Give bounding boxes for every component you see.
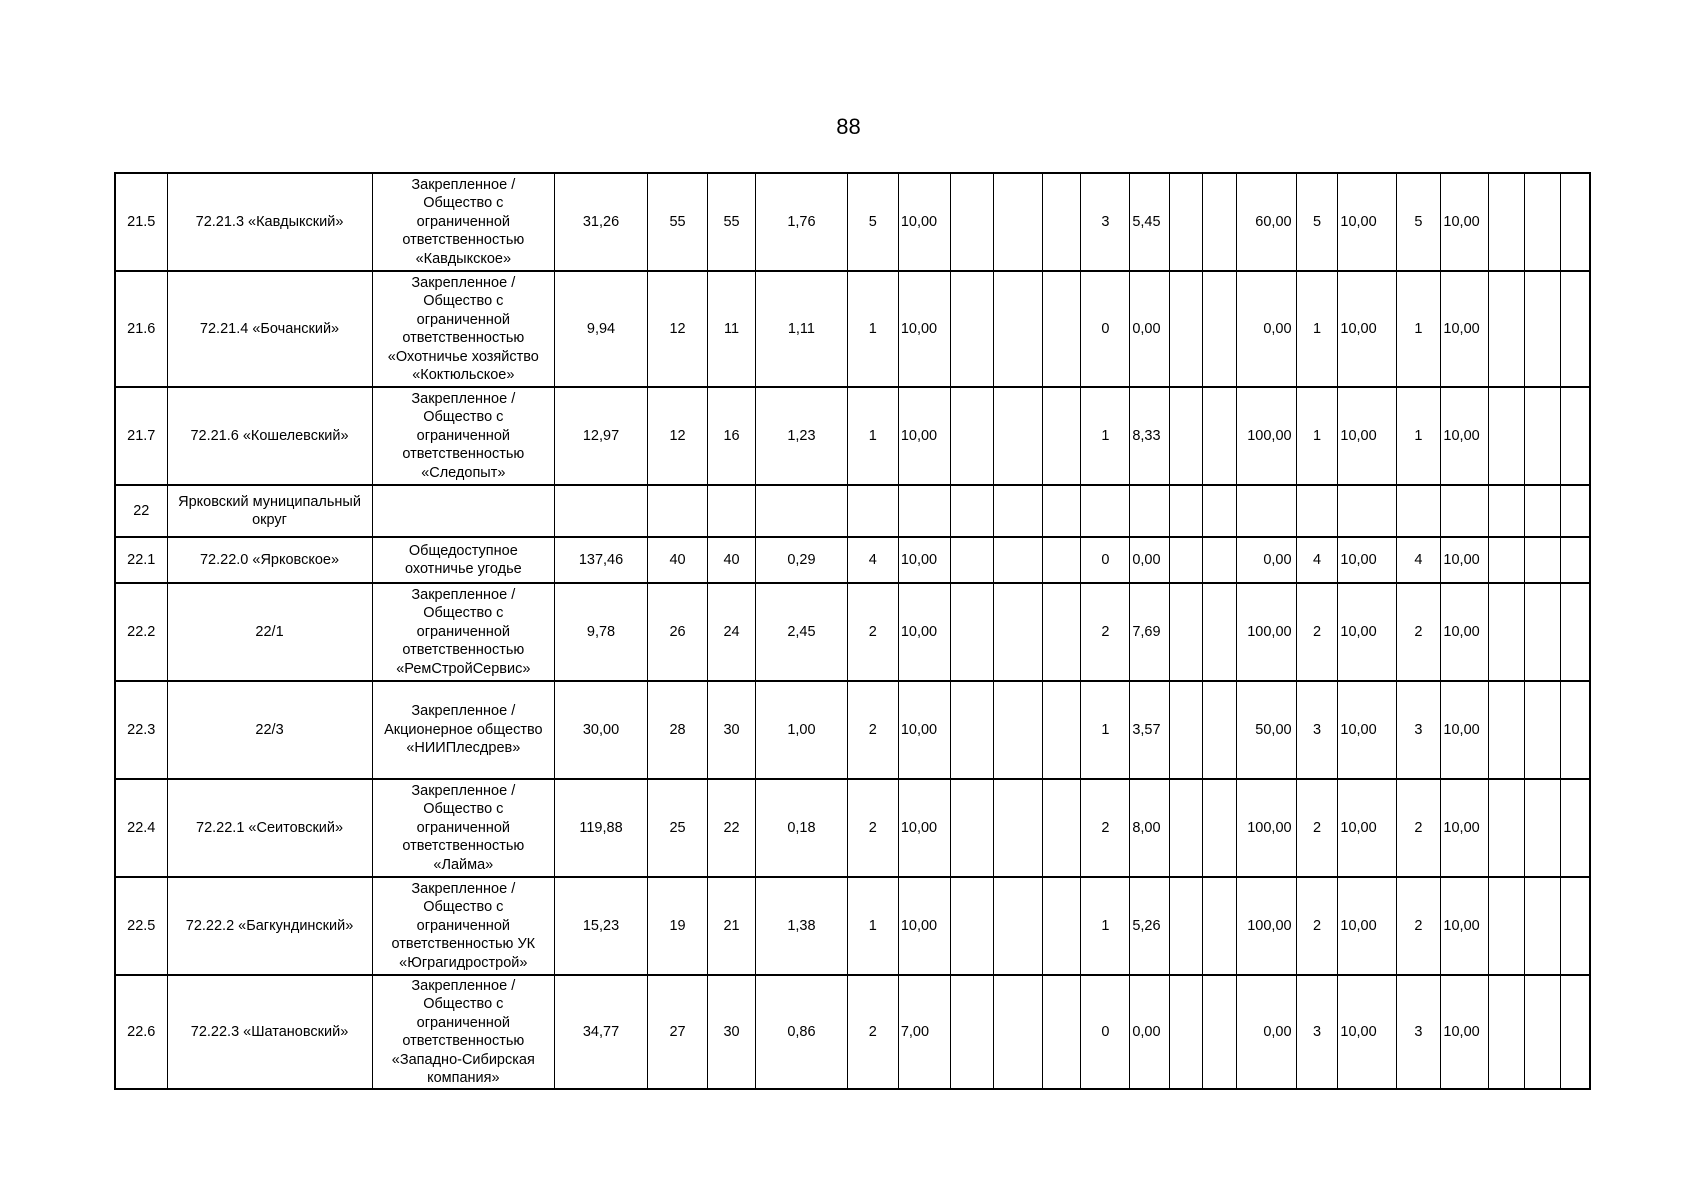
cell-col-22 bbox=[1489, 537, 1525, 583]
table-row bbox=[115, 173, 1590, 271]
cell-col-22 bbox=[1489, 173, 1525, 271]
cell-col-15 bbox=[1170, 877, 1203, 975]
cell-harvest-percent: 0,00 bbox=[1130, 271, 1170, 387]
cell-harvest-percent: 0,00 bbox=[1130, 537, 1170, 583]
cell-quota-next-count bbox=[1296, 485, 1338, 537]
cell-area: 9,94 bbox=[555, 271, 648, 387]
cell-quota-percent: 10,00 bbox=[898, 779, 950, 877]
cell-harvest-count: 0 bbox=[1081, 537, 1130, 583]
cell-col-15 bbox=[1170, 583, 1203, 681]
table-row bbox=[115, 779, 1590, 877]
cell-harvest-count: 0 bbox=[1081, 271, 1130, 387]
cell-count-a: 26 bbox=[647, 583, 707, 681]
cell-col-23 bbox=[1525, 681, 1561, 779]
cell-col-23 bbox=[1525, 975, 1561, 1089]
table-row bbox=[115, 387, 1590, 485]
cell-limit-count: 2 bbox=[1396, 779, 1441, 877]
cell-harvest-count: 1 bbox=[1081, 681, 1130, 779]
cell-row-number: 21.6 bbox=[115, 271, 167, 387]
cell-count-a: 12 bbox=[647, 387, 707, 485]
cell-col-15 bbox=[1170, 271, 1203, 387]
cell-quota-next-count: 2 bbox=[1296, 877, 1338, 975]
cell-harvest-count: 3 bbox=[1081, 173, 1130, 271]
table-row bbox=[115, 681, 1590, 779]
cell-col-10 bbox=[950, 387, 993, 485]
cell-col-12 bbox=[1042, 271, 1081, 387]
cell-row-number: 22.5 bbox=[115, 877, 167, 975]
cell-limit-percent: 10,00 bbox=[1441, 877, 1489, 975]
cell-ground-code: 22/1 bbox=[167, 583, 372, 681]
cell-col-11 bbox=[993, 271, 1042, 387]
table-row bbox=[115, 485, 1590, 537]
cell-col-10 bbox=[950, 485, 993, 537]
cell-harvest-count: 1 bbox=[1081, 877, 1130, 975]
cell-ground-code: 72.22.1 «Сеитовский» bbox=[167, 779, 372, 877]
cell-ground-code: 72.21.4 «Бочанский» bbox=[167, 271, 372, 387]
cell-area: 119,88 bbox=[555, 779, 648, 877]
cell-col-10 bbox=[950, 583, 993, 681]
cell-col-24 bbox=[1560, 173, 1590, 271]
cell-col-24 bbox=[1560, 975, 1590, 1089]
cell-quota-next-count: 4 bbox=[1296, 537, 1338, 583]
cell-limit-count: 2 bbox=[1396, 877, 1441, 975]
cell-col-22 bbox=[1489, 779, 1525, 877]
cell-col-15 bbox=[1170, 537, 1203, 583]
cell-ground-type-owner: Закрепленное / Общество с ограниченной ответственностью «Лайма» bbox=[372, 779, 555, 877]
cell-col-12 bbox=[1042, 975, 1081, 1089]
cell-col-15 bbox=[1170, 173, 1203, 271]
cell-col-11 bbox=[993, 583, 1042, 681]
cell-count-b: 22 bbox=[708, 779, 756, 877]
cell-col-10 bbox=[950, 173, 993, 271]
cell-col-23 bbox=[1525, 537, 1561, 583]
cell-count-a: 27 bbox=[647, 975, 707, 1089]
cell-col-11 bbox=[993, 975, 1042, 1089]
cell-ground-code: 72.22.0 «Ярковское» bbox=[167, 537, 372, 583]
cell-quota-count: 1 bbox=[847, 877, 898, 975]
cell-harvest-count bbox=[1081, 485, 1130, 537]
cell-ground-code: 72.21.3 «Кавдыкский» bbox=[167, 173, 372, 271]
cell-count-a: 28 bbox=[647, 681, 707, 779]
cell-harvest-percent: 8,33 bbox=[1130, 387, 1170, 485]
cell-harvest-percent: 3,57 bbox=[1130, 681, 1170, 779]
cell-col-24 bbox=[1560, 583, 1590, 681]
cell-quota-next-percent: 10,00 bbox=[1338, 877, 1396, 975]
cell-quota-next-percent bbox=[1338, 485, 1396, 537]
cell-density: 0,86 bbox=[756, 975, 848, 1089]
cell-count-a: 12 bbox=[647, 271, 707, 387]
cell-ground-code: 22/3 bbox=[167, 681, 372, 779]
cell-col-11 bbox=[993, 877, 1042, 975]
cell-col-15 bbox=[1170, 387, 1203, 485]
cell-col-10 bbox=[950, 877, 993, 975]
cell-quota-percent: 10,00 bbox=[898, 271, 950, 387]
cell-col-16 bbox=[1202, 537, 1237, 583]
cell-limit-count: 3 bbox=[1396, 681, 1441, 779]
cell-col-11 bbox=[993, 387, 1042, 485]
cell-count-b: 24 bbox=[708, 583, 756, 681]
page-number: 88 bbox=[836, 114, 861, 139]
hunting-grounds-table bbox=[114, 172, 1591, 1090]
cell-col-15 bbox=[1170, 779, 1203, 877]
table-row bbox=[115, 877, 1590, 975]
cell-harvest-count: 1 bbox=[1081, 387, 1130, 485]
cell-ground-code: 72.22.3 «Шатановский» bbox=[167, 975, 372, 1089]
cell-count-b: 30 bbox=[708, 975, 756, 1089]
cell-density: 2,45 bbox=[756, 583, 848, 681]
cell-col-10 bbox=[950, 975, 993, 1089]
cell-limit-percent: 10,00 bbox=[1441, 779, 1489, 877]
cell-use-percent: 100,00 bbox=[1237, 583, 1296, 681]
cell-quota-count: 2 bbox=[847, 779, 898, 877]
cell-col-22 bbox=[1489, 583, 1525, 681]
cell-harvest-percent: 8,00 bbox=[1130, 779, 1170, 877]
cell-col-15 bbox=[1170, 975, 1203, 1089]
cell-harvest-count: 2 bbox=[1081, 779, 1130, 877]
cell-col-16 bbox=[1202, 173, 1237, 271]
cell-harvest-count: 2 bbox=[1081, 583, 1130, 681]
cell-quota-next-count: 2 bbox=[1296, 583, 1338, 681]
cell-col-22 bbox=[1489, 681, 1525, 779]
cell-use-percent: 0,00 bbox=[1237, 537, 1296, 583]
cell-count-b: 11 bbox=[708, 271, 756, 387]
cell-ground-code: 72.22.2 «Багкундинский» bbox=[167, 877, 372, 975]
cell-density: 1,23 bbox=[756, 387, 848, 485]
cell-count-a bbox=[647, 485, 707, 537]
cell-limit-count: 3 bbox=[1396, 975, 1441, 1089]
cell-col-23 bbox=[1525, 877, 1561, 975]
cell-col-12 bbox=[1042, 485, 1081, 537]
cell-use-percent: 50,00 bbox=[1237, 681, 1296, 779]
cell-area: 31,26 bbox=[555, 173, 648, 271]
cell-ground-type-owner: Закрепленное / Общество с ограниченной ответственностью «Охотничье хозяйство «Коктюльское» bbox=[372, 271, 555, 387]
cell-col-16 bbox=[1202, 387, 1237, 485]
cell-harvest-percent bbox=[1130, 485, 1170, 537]
cell-harvest-percent: 5,45 bbox=[1130, 173, 1170, 271]
cell-use-percent: 100,00 bbox=[1237, 387, 1296, 485]
cell-quota-count: 5 bbox=[847, 173, 898, 271]
cell-row-number: 21.7 bbox=[115, 387, 167, 485]
cell-quota-count: 2 bbox=[847, 681, 898, 779]
cell-quota-next-count: 1 bbox=[1296, 387, 1338, 485]
cell-ground-code: Ярковский муниципальный округ bbox=[167, 485, 372, 537]
cell-limit-percent: 10,00 bbox=[1441, 975, 1489, 1089]
cell-col-22 bbox=[1489, 271, 1525, 387]
cell-quota-count: 1 bbox=[847, 271, 898, 387]
cell-density: 0,29 bbox=[756, 537, 848, 583]
cell-col-23 bbox=[1525, 485, 1561, 537]
cell-col-12 bbox=[1042, 537, 1081, 583]
table-row bbox=[115, 537, 1590, 583]
cell-col-23 bbox=[1525, 271, 1561, 387]
cell-col-16 bbox=[1202, 583, 1237, 681]
cell-quota-next-percent: 10,00 bbox=[1338, 779, 1396, 877]
cell-limit-percent bbox=[1441, 485, 1489, 537]
cell-ground-type-owner: Общедоступное охотничье угодье bbox=[372, 537, 555, 583]
cell-limit-percent: 10,00 bbox=[1441, 271, 1489, 387]
cell-col-11 bbox=[993, 681, 1042, 779]
cell-col-12 bbox=[1042, 779, 1081, 877]
cell-quota-next-count: 5 bbox=[1296, 173, 1338, 271]
cell-area: 12,97 bbox=[555, 387, 648, 485]
cell-col-24 bbox=[1560, 877, 1590, 975]
cell-ground-code: 72.21.6 «Кошелевский» bbox=[167, 387, 372, 485]
cell-col-16 bbox=[1202, 681, 1237, 779]
cell-quota-next-percent: 10,00 bbox=[1338, 537, 1396, 583]
cell-col-16 bbox=[1202, 485, 1237, 537]
cell-col-11 bbox=[993, 537, 1042, 583]
cell-density: 1,11 bbox=[756, 271, 848, 387]
cell-col-24 bbox=[1560, 537, 1590, 583]
cell-limit-count bbox=[1396, 485, 1441, 537]
cell-quota-next-count: 3 bbox=[1296, 681, 1338, 779]
cell-quota-percent: 10,00 bbox=[898, 173, 950, 271]
cell-col-23 bbox=[1525, 779, 1561, 877]
cell-limit-percent: 10,00 bbox=[1441, 387, 1489, 485]
cell-quota-count: 2 bbox=[847, 583, 898, 681]
cell-limit-percent: 10,00 bbox=[1441, 681, 1489, 779]
cell-col-15 bbox=[1170, 485, 1203, 537]
cell-col-23 bbox=[1525, 583, 1561, 681]
cell-col-16 bbox=[1202, 271, 1237, 387]
cell-density: 1,38 bbox=[756, 877, 848, 975]
cell-col-24 bbox=[1560, 271, 1590, 387]
cell-ground-type-owner: Закрепленное / Общество с ограниченной ответственностью УК «Юграгидрострой» bbox=[372, 877, 555, 975]
cell-col-11 bbox=[993, 779, 1042, 877]
cell-use-percent bbox=[1237, 485, 1296, 537]
cell-quota-next-percent: 10,00 bbox=[1338, 387, 1396, 485]
cell-col-15 bbox=[1170, 681, 1203, 779]
cell-limit-count: 2 bbox=[1396, 583, 1441, 681]
cell-limit-count: 1 bbox=[1396, 387, 1441, 485]
cell-quota-next-percent: 10,00 bbox=[1338, 271, 1396, 387]
cell-quota-count: 4 bbox=[847, 537, 898, 583]
cell-col-22 bbox=[1489, 387, 1525, 485]
cell-limit-percent: 10,00 bbox=[1441, 173, 1489, 271]
cell-row-number: 22 bbox=[115, 485, 167, 537]
cell-row-number: 21.5 bbox=[115, 173, 167, 271]
cell-quota-percent: 10,00 bbox=[898, 537, 950, 583]
cell-row-number: 22.2 bbox=[115, 583, 167, 681]
cell-density: 1,00 bbox=[756, 681, 848, 779]
cell-harvest-percent: 5,26 bbox=[1130, 877, 1170, 975]
cell-row-number: 22.1 bbox=[115, 537, 167, 583]
cell-harvest-percent: 0,00 bbox=[1130, 975, 1170, 1089]
cell-limit-count: 1 bbox=[1396, 271, 1441, 387]
cell-area: 9,78 bbox=[555, 583, 648, 681]
cell-col-12 bbox=[1042, 173, 1081, 271]
cell-quota-count bbox=[847, 485, 898, 537]
cell-quota-next-count: 3 bbox=[1296, 975, 1338, 1089]
cell-quota-percent bbox=[898, 485, 950, 537]
cell-col-24 bbox=[1560, 485, 1590, 537]
cell-use-percent: 100,00 bbox=[1237, 877, 1296, 975]
cell-quota-next-count: 1 bbox=[1296, 271, 1338, 387]
cell-ground-type-owner: Закрепленное / Общество с ограниченной ответственностью «Следопыт» bbox=[372, 387, 555, 485]
cell-count-b: 21 bbox=[708, 877, 756, 975]
cell-use-percent: 100,00 bbox=[1237, 779, 1296, 877]
cell-ground-type-owner: Закрепленное / Общество с ограниченной ответственностью «Кавдыкское» bbox=[372, 173, 555, 271]
cell-quota-next-percent: 10,00 bbox=[1338, 681, 1396, 779]
cell-density: 1,76 bbox=[756, 173, 848, 271]
cell-quota-percent: 10,00 bbox=[898, 877, 950, 975]
cell-ground-type-owner bbox=[372, 485, 555, 537]
cell-col-16 bbox=[1202, 779, 1237, 877]
cell-quota-next-percent: 10,00 bbox=[1338, 975, 1396, 1089]
cell-area: 30,00 bbox=[555, 681, 648, 779]
cell-count-b: 16 bbox=[708, 387, 756, 485]
cell-col-12 bbox=[1042, 877, 1081, 975]
cell-area bbox=[555, 485, 648, 537]
table-row bbox=[115, 975, 1590, 1089]
cell-col-22 bbox=[1489, 975, 1525, 1089]
cell-ground-type-owner: Закрепленное / Общество с ограниченной ответственностью «Западно-Сибирская компания» bbox=[372, 975, 555, 1089]
cell-col-24 bbox=[1560, 387, 1590, 485]
cell-quota-percent: 7,00 bbox=[898, 975, 950, 1089]
cell-col-23 bbox=[1525, 173, 1561, 271]
cell-ground-type-owner: Закрепленное / Общество с ограниченной ответственностью «РемСтройСервис» bbox=[372, 583, 555, 681]
cell-row-number: 22.4 bbox=[115, 779, 167, 877]
cell-count-b: 30 bbox=[708, 681, 756, 779]
cell-count-b: 40 bbox=[708, 537, 756, 583]
cell-col-10 bbox=[950, 537, 993, 583]
cell-quota-next-count: 2 bbox=[1296, 779, 1338, 877]
cell-use-percent: 0,00 bbox=[1237, 975, 1296, 1089]
cell-col-10 bbox=[950, 779, 993, 877]
cell-col-22 bbox=[1489, 485, 1525, 537]
cell-count-a: 40 bbox=[647, 537, 707, 583]
cell-area: 137,46 bbox=[555, 537, 648, 583]
cell-col-12 bbox=[1042, 681, 1081, 779]
cell-quota-percent: 10,00 bbox=[898, 681, 950, 779]
cell-col-11 bbox=[993, 485, 1042, 537]
cell-row-number: 22.3 bbox=[115, 681, 167, 779]
table-row bbox=[115, 583, 1590, 681]
cell-count-a: 25 bbox=[647, 779, 707, 877]
cell-limit-percent: 10,00 bbox=[1441, 537, 1489, 583]
cell-use-percent: 0,00 bbox=[1237, 271, 1296, 387]
cell-ground-type-owner: Закрепленное / Акционерное общество «НИИПлесдрев» bbox=[372, 681, 555, 779]
cell-quota-count: 1 bbox=[847, 387, 898, 485]
cell-limit-count: 5 bbox=[1396, 173, 1441, 271]
cell-count-b: 55 bbox=[708, 173, 756, 271]
cell-quota-percent: 10,00 bbox=[898, 583, 950, 681]
cell-area: 15,23 bbox=[555, 877, 648, 975]
cell-col-24 bbox=[1560, 779, 1590, 877]
cell-limit-count: 4 bbox=[1396, 537, 1441, 583]
cell-col-24 bbox=[1560, 681, 1590, 779]
cell-count-a: 55 bbox=[647, 173, 707, 271]
cell-col-10 bbox=[950, 271, 993, 387]
cell-col-22 bbox=[1489, 877, 1525, 975]
cell-harvest-percent: 7,69 bbox=[1130, 583, 1170, 681]
cell-col-10 bbox=[950, 681, 993, 779]
cell-count-b bbox=[708, 485, 756, 537]
cell-quota-next-percent: 10,00 bbox=[1338, 173, 1396, 271]
cell-col-12 bbox=[1042, 387, 1081, 485]
cell-quota-percent: 10,00 bbox=[898, 387, 950, 485]
cell-use-percent: 60,00 bbox=[1237, 173, 1296, 271]
cell-col-16 bbox=[1202, 975, 1237, 1089]
table-row bbox=[115, 271, 1590, 387]
cell-col-23 bbox=[1525, 387, 1561, 485]
cell-count-a: 19 bbox=[647, 877, 707, 975]
cell-quota-next-percent: 10,00 bbox=[1338, 583, 1396, 681]
cell-density: 0,18 bbox=[756, 779, 848, 877]
cell-quota-count: 2 bbox=[847, 975, 898, 1089]
cell-limit-percent: 10,00 bbox=[1441, 583, 1489, 681]
cell-row-number: 22.6 bbox=[115, 975, 167, 1089]
cell-density bbox=[756, 485, 848, 537]
cell-col-11 bbox=[993, 173, 1042, 271]
cell-col-16 bbox=[1202, 877, 1237, 975]
cell-harvest-count: 0 bbox=[1081, 975, 1130, 1089]
cell-col-12 bbox=[1042, 583, 1081, 681]
cell-area: 34,77 bbox=[555, 975, 648, 1089]
